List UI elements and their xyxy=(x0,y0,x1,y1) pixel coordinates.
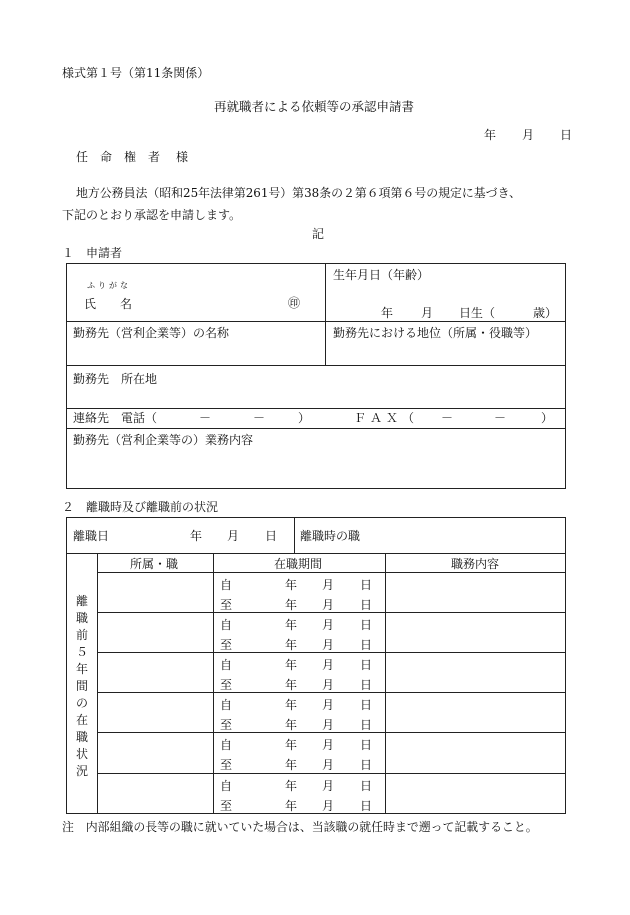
vertical-label-char: 前 xyxy=(75,628,88,642)
period-day: 日 xyxy=(360,598,373,612)
retire-month: 月 xyxy=(227,529,240,543)
period-year: 年 xyxy=(285,578,298,592)
col-affiliation-header: 所属・職 xyxy=(130,557,179,571)
phone-dash-1: － xyxy=(199,411,212,425)
body-text-line1: 地方公務員法（昭和25年法律第261号）第38条の２第６項第６号の規定に基づき、 xyxy=(76,186,521,200)
period-month: 月 xyxy=(322,578,335,592)
period-day: 日 xyxy=(360,738,373,752)
col-period-header: 在職期間 xyxy=(274,557,323,571)
employer-position-label: 勤務先における地位（所属・役職等） xyxy=(333,326,538,340)
birthdate-label: 生年月日（年齢） xyxy=(333,268,430,282)
date-day: 日 xyxy=(560,128,573,142)
period-month: 月 xyxy=(322,738,335,752)
period-year: 年 xyxy=(285,758,298,772)
period-from-label: 自 xyxy=(220,578,233,592)
employer-address-label: 勤務先 所在地 xyxy=(73,372,158,386)
period-month: 月 xyxy=(322,799,335,813)
period-from-label: 自 xyxy=(220,738,233,752)
vertical-label-char: 職 xyxy=(75,611,88,625)
period-day: 日 xyxy=(360,698,373,712)
period-year: 年 xyxy=(285,598,298,612)
birth-month: 月 xyxy=(421,306,434,320)
vertical-label-char: ５ xyxy=(75,645,88,659)
period-from-label: 自 xyxy=(220,618,233,632)
form-number: 様式第１号（第11条関係） xyxy=(62,66,210,80)
period-year: 年 xyxy=(285,638,298,652)
period-month: 月 xyxy=(322,618,335,632)
body-text-line2: 下記のとおり承認を申請します。 xyxy=(62,208,242,222)
phone-paren-close: ） xyxy=(298,411,311,425)
period-month: 月 xyxy=(322,758,335,772)
employer-name-label: 勤務先（営利企業等）の名称 xyxy=(73,326,230,340)
period-to-label: 至 xyxy=(220,799,233,813)
period-year: 年 xyxy=(285,658,298,672)
name-label: 氏 名 xyxy=(84,297,133,311)
business-content-label: 勤務先（営利企業等の）業務内容 xyxy=(73,433,254,447)
retire-year: 年 xyxy=(190,529,203,543)
date-month: 月 xyxy=(522,128,535,142)
period-day: 日 xyxy=(360,578,373,592)
vertical-label-char: 離 xyxy=(75,594,88,608)
period-from-label: 自 xyxy=(220,779,233,793)
section2-heading: ２ 離職時及び離職前の状況 xyxy=(62,500,219,514)
period-from-label: 自 xyxy=(220,658,233,672)
period-day: 日 xyxy=(360,799,373,813)
period-day: 日 xyxy=(360,618,373,632)
contact-phone-label: 連絡先 電話（ xyxy=(73,411,158,425)
period-day: 日 xyxy=(360,779,373,793)
vertical-label-char: の xyxy=(75,696,88,710)
period-to-label: 至 xyxy=(220,598,233,612)
period-year: 年 xyxy=(285,618,298,632)
period-day: 日 xyxy=(360,638,373,652)
period-month: 月 xyxy=(322,779,335,793)
period-to-label: 至 xyxy=(220,758,233,772)
birth-day-born: 日生（ xyxy=(459,306,496,320)
period-day: 日 xyxy=(360,678,373,692)
period-day: 日 xyxy=(360,758,373,772)
fax-dash-1: － xyxy=(441,411,454,425)
period-month: 月 xyxy=(322,658,335,672)
vertical-label-char: 年 xyxy=(75,662,88,676)
furigana-label: ふりがな xyxy=(87,281,131,290)
birth-year: 年 xyxy=(381,306,394,320)
note: 注 内部組織の長等の職に就いていた場合は、当該職の就任時まで遡って記載すること。 xyxy=(62,820,538,834)
retire-day: 日 xyxy=(265,529,278,543)
col-duties-header: 職務内容 xyxy=(451,557,500,571)
ki-mark: 記 xyxy=(312,227,325,241)
addressee-honorific: 様 xyxy=(176,150,189,164)
vertical-label-char: 状 xyxy=(75,747,88,761)
period-month: 月 xyxy=(322,698,335,712)
retire-post-label: 離職時の職 xyxy=(300,529,361,543)
fax-paren-close: ） xyxy=(541,411,554,425)
period-year: 年 xyxy=(285,738,298,752)
period-year: 年 xyxy=(285,718,298,732)
addressee: 任 命 権 者 xyxy=(76,150,161,164)
period-to-label: 至 xyxy=(220,678,233,692)
period-year: 年 xyxy=(285,799,298,813)
period-year: 年 xyxy=(285,678,298,692)
period-month: 月 xyxy=(322,598,335,612)
date-year: 年 xyxy=(484,128,497,142)
period-month: 月 xyxy=(322,718,335,732)
period-month: 月 xyxy=(322,678,335,692)
seal-mark: ㊞ xyxy=(288,296,301,310)
birth-age: 歳） xyxy=(533,306,558,320)
vertical-label-char: 間 xyxy=(75,679,88,693)
phone-dash-2: － xyxy=(253,411,266,425)
retire-date-label: 離職日 xyxy=(73,529,110,543)
vertical-label-char: 職 xyxy=(75,730,88,744)
period-month: 月 xyxy=(322,638,335,652)
fax-dash-2: － xyxy=(494,411,507,425)
section1-heading: １ 申請者 xyxy=(62,246,123,260)
vertical-label-employment-status xyxy=(75,593,89,780)
period-year: 年 xyxy=(285,779,298,793)
period-day: 日 xyxy=(360,658,373,672)
period-from-label: 自 xyxy=(220,698,233,712)
vertical-label-char: 在 xyxy=(75,713,88,727)
fax-label: ＦＡＸ（ xyxy=(354,411,419,425)
period-day: 日 xyxy=(360,718,373,732)
period-to-label: 至 xyxy=(220,638,233,652)
vertical-label-char: 況 xyxy=(75,764,88,778)
period-year: 年 xyxy=(285,698,298,712)
period-to-label: 至 xyxy=(220,718,233,732)
document-title: 再就職者による依頼等の承認申請書 xyxy=(214,99,415,114)
